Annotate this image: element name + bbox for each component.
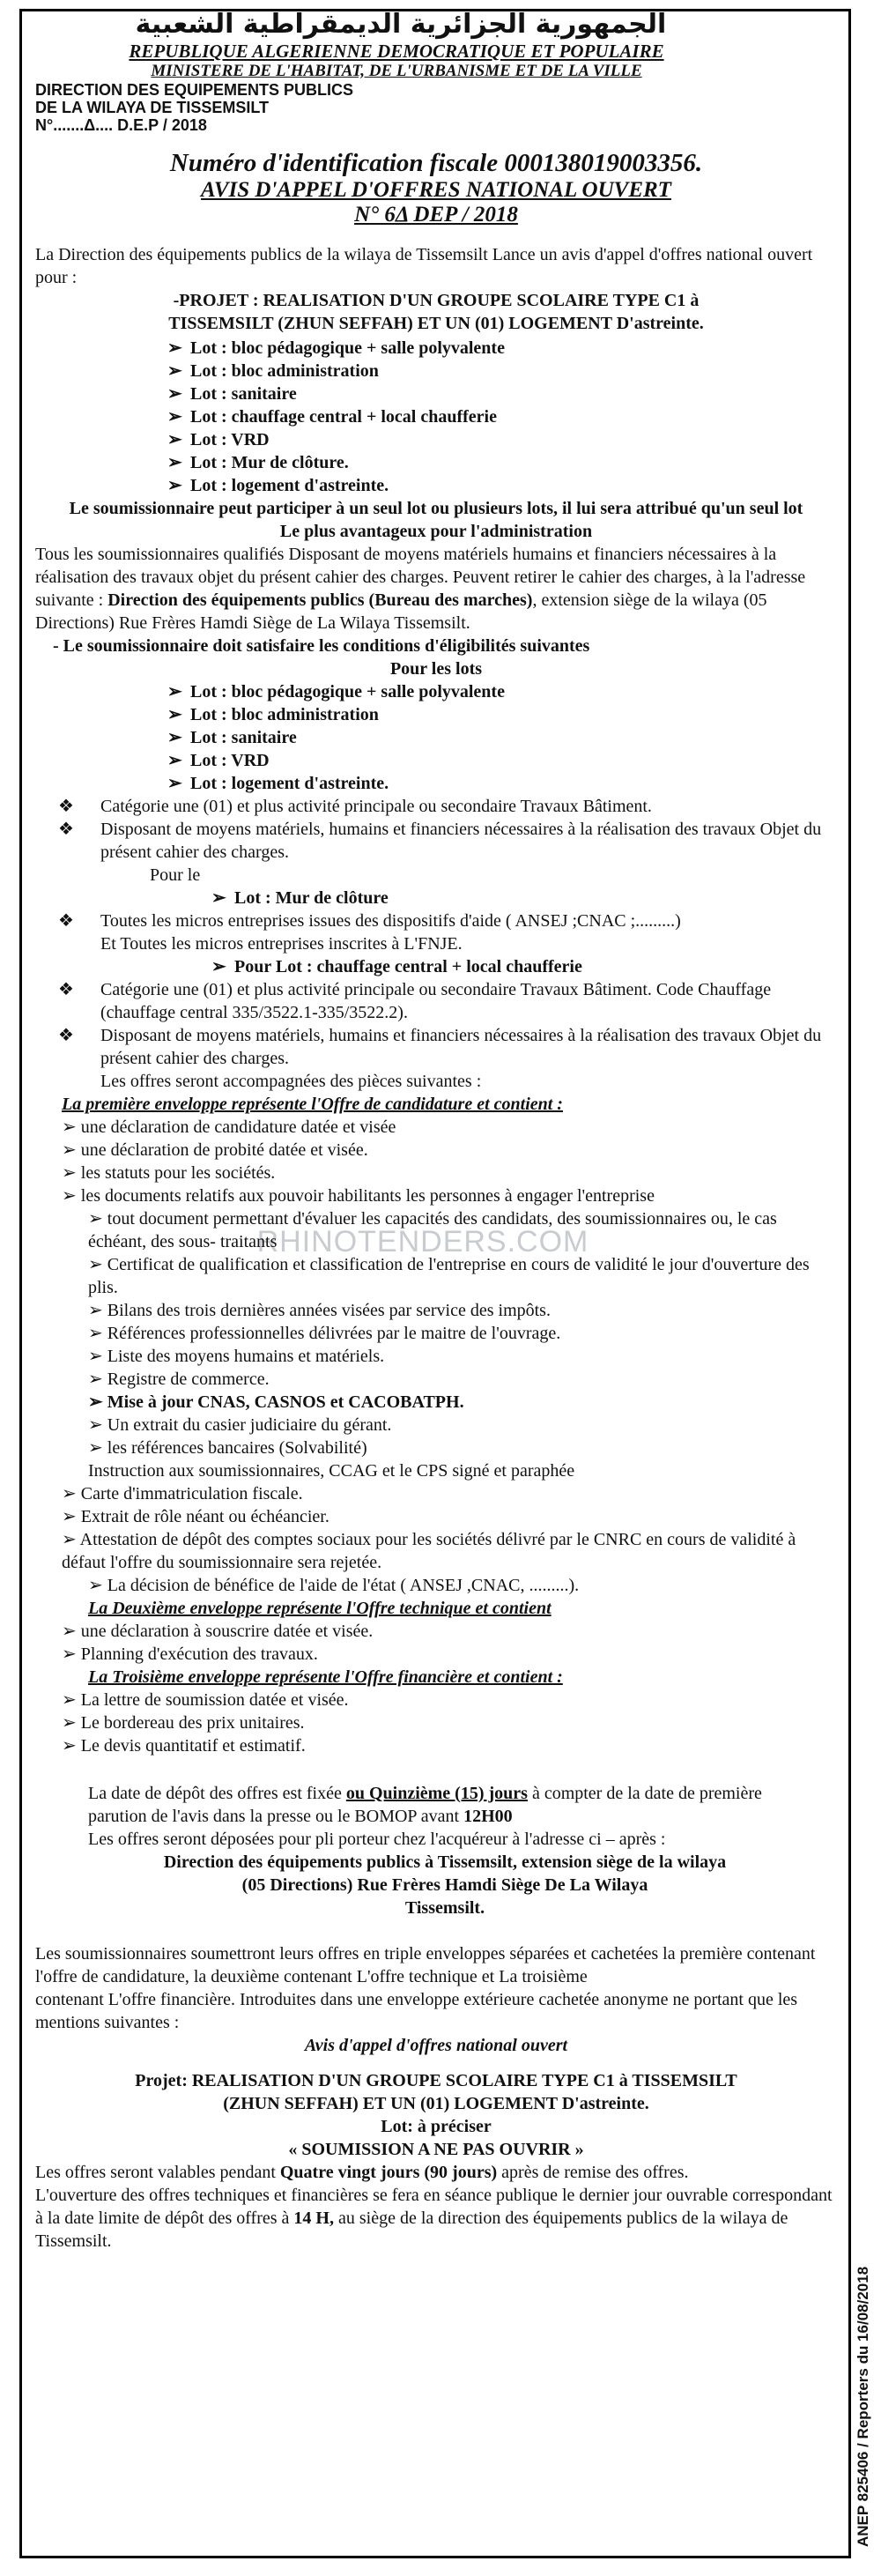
lot-mur-cloture: ➢ Lot : Mur de clôture — [211, 888, 389, 908]
list-item: ➢ La lettre de soumission datée et visée. — [62, 1690, 349, 1710]
deposit-section — [35, 1757, 837, 1919]
validity-text: Les offres seront valables pendant Quatre vingt jours (90 jours) après de remise des offres. — [35, 2163, 689, 2182]
deposit-address-3: Tissemsilt. — [404, 1898, 485, 1918]
group1-conditions — [35, 795, 837, 864]
lot-chauffage: ➢ Pour Lot : chauffage central + local chaufferie — [211, 957, 582, 976]
list-item: ➢ Registre de commerce. — [88, 1370, 270, 1389]
list-item: ➢ Lot : logement d'astreinte. — [167, 476, 389, 495]
project-line-1: -PROJET : REALISATION D'UN GROUPE SCOLAIRE TYPE C1 à — [173, 291, 700, 310]
arrow-icon: ➢ — [167, 453, 182, 472]
list-item: ➢ Extrait de rôle néant ou échéancier. — [62, 1507, 329, 1526]
deposit-address-2: (05 Directions) Rue Frères Hamdi Siège De La Wilaya — [241, 1875, 648, 1895]
arrow-icon: ➢ — [167, 751, 182, 770]
arrow-icon: ➢ — [167, 430, 182, 449]
reference-number: N°.......Δ.... D.E.P / 2018 — [35, 116, 207, 134]
list-item: ➢ Lot : sanitaire — [167, 384, 297, 404]
arrow-icon: ➢ — [211, 957, 226, 976]
arrow-icon: ➢ — [88, 1324, 107, 1343]
wilaya-label: DE LA WILAYA DE TISSEMSILT — [35, 99, 270, 116]
list-item: ➢ les statuts pour les sociétés. — [62, 1163, 276, 1183]
arrow-icon: ➢ — [167, 774, 182, 793]
arrow-icon: ➢ — [62, 1117, 81, 1137]
list-item: ➢ Planning d'exécution des travaux. — [62, 1644, 318, 1664]
arrow-icon: ➢ — [62, 1690, 81, 1710]
list-item: ➢ La décision de bénéfice de l'aide de l'état ( ANSEJ ,CNAC, .........). — [88, 1576, 580, 1595]
list-item: ➢ Carte d'immatriculation fiscale. — [62, 1484, 303, 1503]
list-item: ➢ Lot : VRD — [167, 751, 270, 770]
list-item: ➢ Lot : bloc administration — [167, 361, 379, 381]
final-section — [35, 1919, 837, 2253]
list-item: ➢ Bilans des trois dernières années visées par service des impôts. — [88, 1301, 551, 1320]
diamond-bullet-icon: ❖ — [58, 1026, 74, 1045]
arrow-icon: ➢ — [88, 1438, 107, 1458]
list-item: ❖ Catégorie une (01) et plus activité principale ou secondaire Travaux Bâtiment. — [58, 797, 652, 816]
outer-envelope-text: contenant L'offre financière. Introduites dans une enveloppe extérieure cachetée anonyme ne portant que les mentions suivantes : — [35, 1990, 798, 2032]
diamond-bullet-icon: ❖ — [58, 980, 74, 999]
list-item: ❖ Toutes les micros entreprises issues des dispositifs d'aide ( ANSEJ ;CNAC ;.........) — [58, 911, 681, 931]
list-item: ➢ Liste des moyens humains et matériels. — [88, 1347, 385, 1366]
arrow-icon: ➢ — [62, 1186, 81, 1206]
list-item: ➢ une déclaration à souscrire datée et visée. — [62, 1622, 374, 1641]
list-item: ➢ tout document permettant d'évaluer les capacités des candidats, des soumissionnaires ou, le cas échéant, des sous- traitants — [88, 1209, 777, 1251]
deposit-address-1: Direction des équipements publics à Tissemsilt, extension siège de la wilaya — [163, 1852, 727, 1872]
list-item: ➢ Un extrait du casier judiciaire du gérant. — [88, 1415, 392, 1435]
list-item: ➢ les références bancaires (Solvabilité) — [88, 1438, 367, 1458]
arrow-icon: ➢ — [62, 1622, 81, 1641]
arrow-icon: ➢ — [167, 407, 182, 427]
arrow-icon: ➢ — [167, 705, 182, 724]
group2-conditions — [35, 909, 837, 955]
arrow-icon: ➢ — [88, 1255, 107, 1274]
list-item: ➢ Lot : chauffage central + local chaufferie — [167, 407, 497, 427]
envelope3-list — [35, 1689, 837, 1757]
arrow-icon: ➢ — [62, 1140, 81, 1160]
fiscal-id: Numéro d'identification fiscale 000138019003356. — [169, 149, 703, 177]
ministry-title: MINISTERE DE L'HABITAT, DE L'URBANISME ET DE LA VILLE — [151, 62, 642, 80]
list-item: ➢ une déclaration de probité datée et visée. — [62, 1140, 368, 1160]
list-item: ➢ Lot : bloc administration — [167, 705, 379, 724]
single-lot-notice: Le soumissionnaire peut participer à un seul lot ou plusieurs lots, il lui sera attribué qu'un seul lot Le plus avantageux pour l'administration — [69, 499, 803, 541]
list-item: ➢ Le bordereau des prix unitaires. — [62, 1713, 305, 1733]
arrow-icon: ➢ — [88, 1370, 107, 1389]
list-item: ➢ Certificat de qualification et classification de l'entreprise en cours de validité le jour d'ouverture des plis. — [88, 1255, 810, 1297]
envelope1-list — [35, 1116, 837, 1597]
list-item: ❖ Disposant de moyens matériels, humains et financiers nécessaires à la réalisation des travaux Objet du présent cahier des charges. — [58, 1026, 822, 1068]
arrow-icon: ➢ — [167, 476, 182, 495]
arrow-icon: ➢ — [62, 1530, 80, 1549]
list-item: ➢ Lot : Mur de clôture. — [167, 453, 349, 472]
arrow-icon: ➢ — [167, 384, 182, 404]
arrow-icon: ➢ — [88, 1576, 107, 1595]
deposit-date: La date de dépôt des offres est fixée ou Quinzième (15) jours à compter de la date de première parution de l'avis dans la presse ou le BOMOP avant 12H00 — [88, 1784, 762, 1826]
list-item: ➢ Lot : bloc pédagogique + salle polyvalente — [167, 338, 505, 358]
lots-group1-list — [35, 680, 837, 795]
publication-sidebar — [855, 2133, 877, 2547]
list-item: ❖ Catégorie une (01) et plus activité principale ou secondaire Travaux Bâtiment. Code Chauffage (chauffage central 335/3522.1-335/3522.2). — [58, 980, 772, 1022]
instruction-line: Instruction aux soumissionnaires, CCAG et le CPS signé et paraphée — [88, 1461, 575, 1481]
list-item: ➢ Lot : VRD — [167, 430, 270, 449]
list-item: ❖ Disposant de moyens matériels, humains et financiers nécessaires à la réalisation des travaux Objet du présent cahier des charges. — [58, 820, 822, 862]
list-item: ➢ Références professionnelles délivrées par le maitre de l'ouvrage. — [88, 1324, 561, 1343]
arrow-icon: ➢ — [167, 682, 182, 702]
envelope1-title: La première enveloppe représente l'Offre de candidature et contient : — [62, 1095, 563, 1114]
envelopes-text: Les soumissionnaires soumettront leurs offres en triple enveloppes séparées et cachetées la première contenant l'offre de candidature, la deuxième contenant L'offre technique et La troisième — [35, 1944, 816, 1986]
arrow-icon: ➢ — [62, 1484, 81, 1503]
qualified-bidders-text: Tous les soumissionnaires qualifiés Disposant de moyens matériels humains et financiers nécessaires à la réalisation des travaux objet du présent cahier des charges. Peuvent retirer le cahier des charges, à la l'adresse suivante : Direction des équipements publics (Bureau des marches), extension siège de la wilaya (05 Directions) Rue Frères Hamdi Siège de La Wilaya Tissemsilt. — [35, 545, 806, 633]
envelope2-title: La Deuxième enveloppe représente l'Offre technique et contient — [88, 1599, 552, 1618]
lots-main-list — [35, 337, 837, 497]
for-label: Pour le — [150, 865, 201, 885]
final-project-1: Projet: REALISATION D'UN GROUPE SCOLAIRE TYPE C1 à TISSEMSILT — [135, 2071, 737, 2090]
notice-title: AVIS D'APPEL D'OFFRES NATIONAL OUVERT — [201, 178, 671, 202]
diamond-bullet-icon: ❖ — [58, 911, 74, 931]
watermark: RHINOTENDERS.COM — [256, 1225, 589, 1258]
republic-title: REPUBLIQUE ALGERIENNE DEMOCRATIQUE ET POPULAIRE — [129, 41, 664, 62]
arrow-icon: ➢ — [167, 338, 182, 358]
for-lots-label: Pour les lots — [389, 659, 483, 679]
list-item: ➢ Lot : logement d'astreinte. — [167, 774, 389, 793]
final-project-2: (ZHUN SEFFAH) ET UN (01) LOGEMENT D'astreinte. — [223, 2094, 649, 2113]
list-item: ➢ Le devis quantitatif et estimatif. — [62, 1736, 306, 1756]
do-not-open: « SOUMISSION A NE PAS OUVRIR » — [288, 2140, 584, 2159]
envelope3-title: La Troisième enveloppe représente l'Offre financière et contient : — [88, 1667, 563, 1687]
notice-number: N° 6Δ DEP / 2018 — [354, 203, 518, 226]
final-lot: Lot: à préciser — [381, 2117, 492, 2136]
arrow-icon: ➢ — [167, 361, 182, 381]
deposit-place: Les offres seront déposées pour pli porteur chez l'acquéreur à l'adresse ci – après : — [88, 1830, 666, 1849]
opening-text: L'ouverture des offres techniques et financières se fera en séance publique le dernier jour ouvrable correspondant à la date limite de dépôt des offres à 14 H, au siège de la direction des équipements publics de la wilaya de Tissemsilt. — [35, 2186, 833, 2251]
intro-text: La Direction des équipements publics de la wilaya de Tissemsilt Lance un avis d'appel d'offres national ouvert pour : — [35, 245, 813, 287]
diamond-bullet-icon: ❖ — [58, 797, 74, 816]
list-item: ➢ une déclaration de candidature datée et visée — [62, 1117, 396, 1137]
notice-content — [35, 9, 837, 2253]
list-item: ➢ Lot : bloc pédagogique + salle polyvalente — [167, 682, 505, 702]
arrow-icon: ➢ — [88, 1301, 107, 1320]
eligibility-heading: - Le soumissionnaire doit satisfaire les conditions d'éligibilités suivantes — [53, 636, 590, 656]
arrow-icon: ➢ — [62, 1644, 81, 1664]
list-item: ➢ les documents relatifs aux pouvoir habilitants les personnes à engager l'entreprise — [62, 1186, 655, 1206]
arabic-header: الجمهورية الجزائرية الديمقراطية الشعبية — [135, 9, 667, 40]
list-item: Et Toutes les micros entreprises inscrites à L'FNJE. — [100, 934, 463, 954]
list-item: Les offres seront accompagnées des pièces suivantes : — [100, 1072, 482, 1091]
arrow-icon: ➢ — [88, 1347, 107, 1366]
project-line-2: TISSEMSILT (ZHUN SEFFAH) ET UN (01) LOGEMENT D'astreinte. — [168, 314, 704, 333]
arrow-icon: ➢ — [88, 1392, 107, 1412]
arrow-icon: ➢ — [88, 1415, 107, 1435]
group3-conditions — [35, 978, 837, 1093]
arrow-icon: ➢ — [62, 1507, 81, 1526]
arrow-icon: ➢ — [211, 888, 226, 908]
arrow-icon: ➢ — [62, 1713, 81, 1733]
publication-reference: ANEP 825406 / Reporters du 16/08/2018 — [855, 2266, 871, 2547]
list-item: ➢ Lot : sanitaire — [167, 728, 297, 747]
outer-envelope-mention: Avis d'appel d'offres national ouvert — [304, 2036, 568, 2055]
arrow-icon: ➢ — [62, 1163, 81, 1183]
arrow-icon: ➢ — [167, 728, 182, 747]
envelope2-list — [35, 1620, 837, 1666]
diamond-bullet-icon: ❖ — [58, 820, 74, 839]
list-item: ➢ Attestation de dépôt des comptes sociaux pour les sociétés délivré par le CNRC en cours de validité à défaut l'offre du soumissionnaire sera rejetée. — [62, 1530, 796, 1572]
arrow-icon: ➢ — [88, 1209, 107, 1229]
list-item: ➢ Mise à jour CNAS, CASNOS et CACOBATPH. — [88, 1392, 464, 1412]
direction-label: DIRECTION DES EQUIPEMENTS PUBLICS — [35, 81, 354, 99]
arrow-icon: ➢ — [62, 1736, 81, 1756]
